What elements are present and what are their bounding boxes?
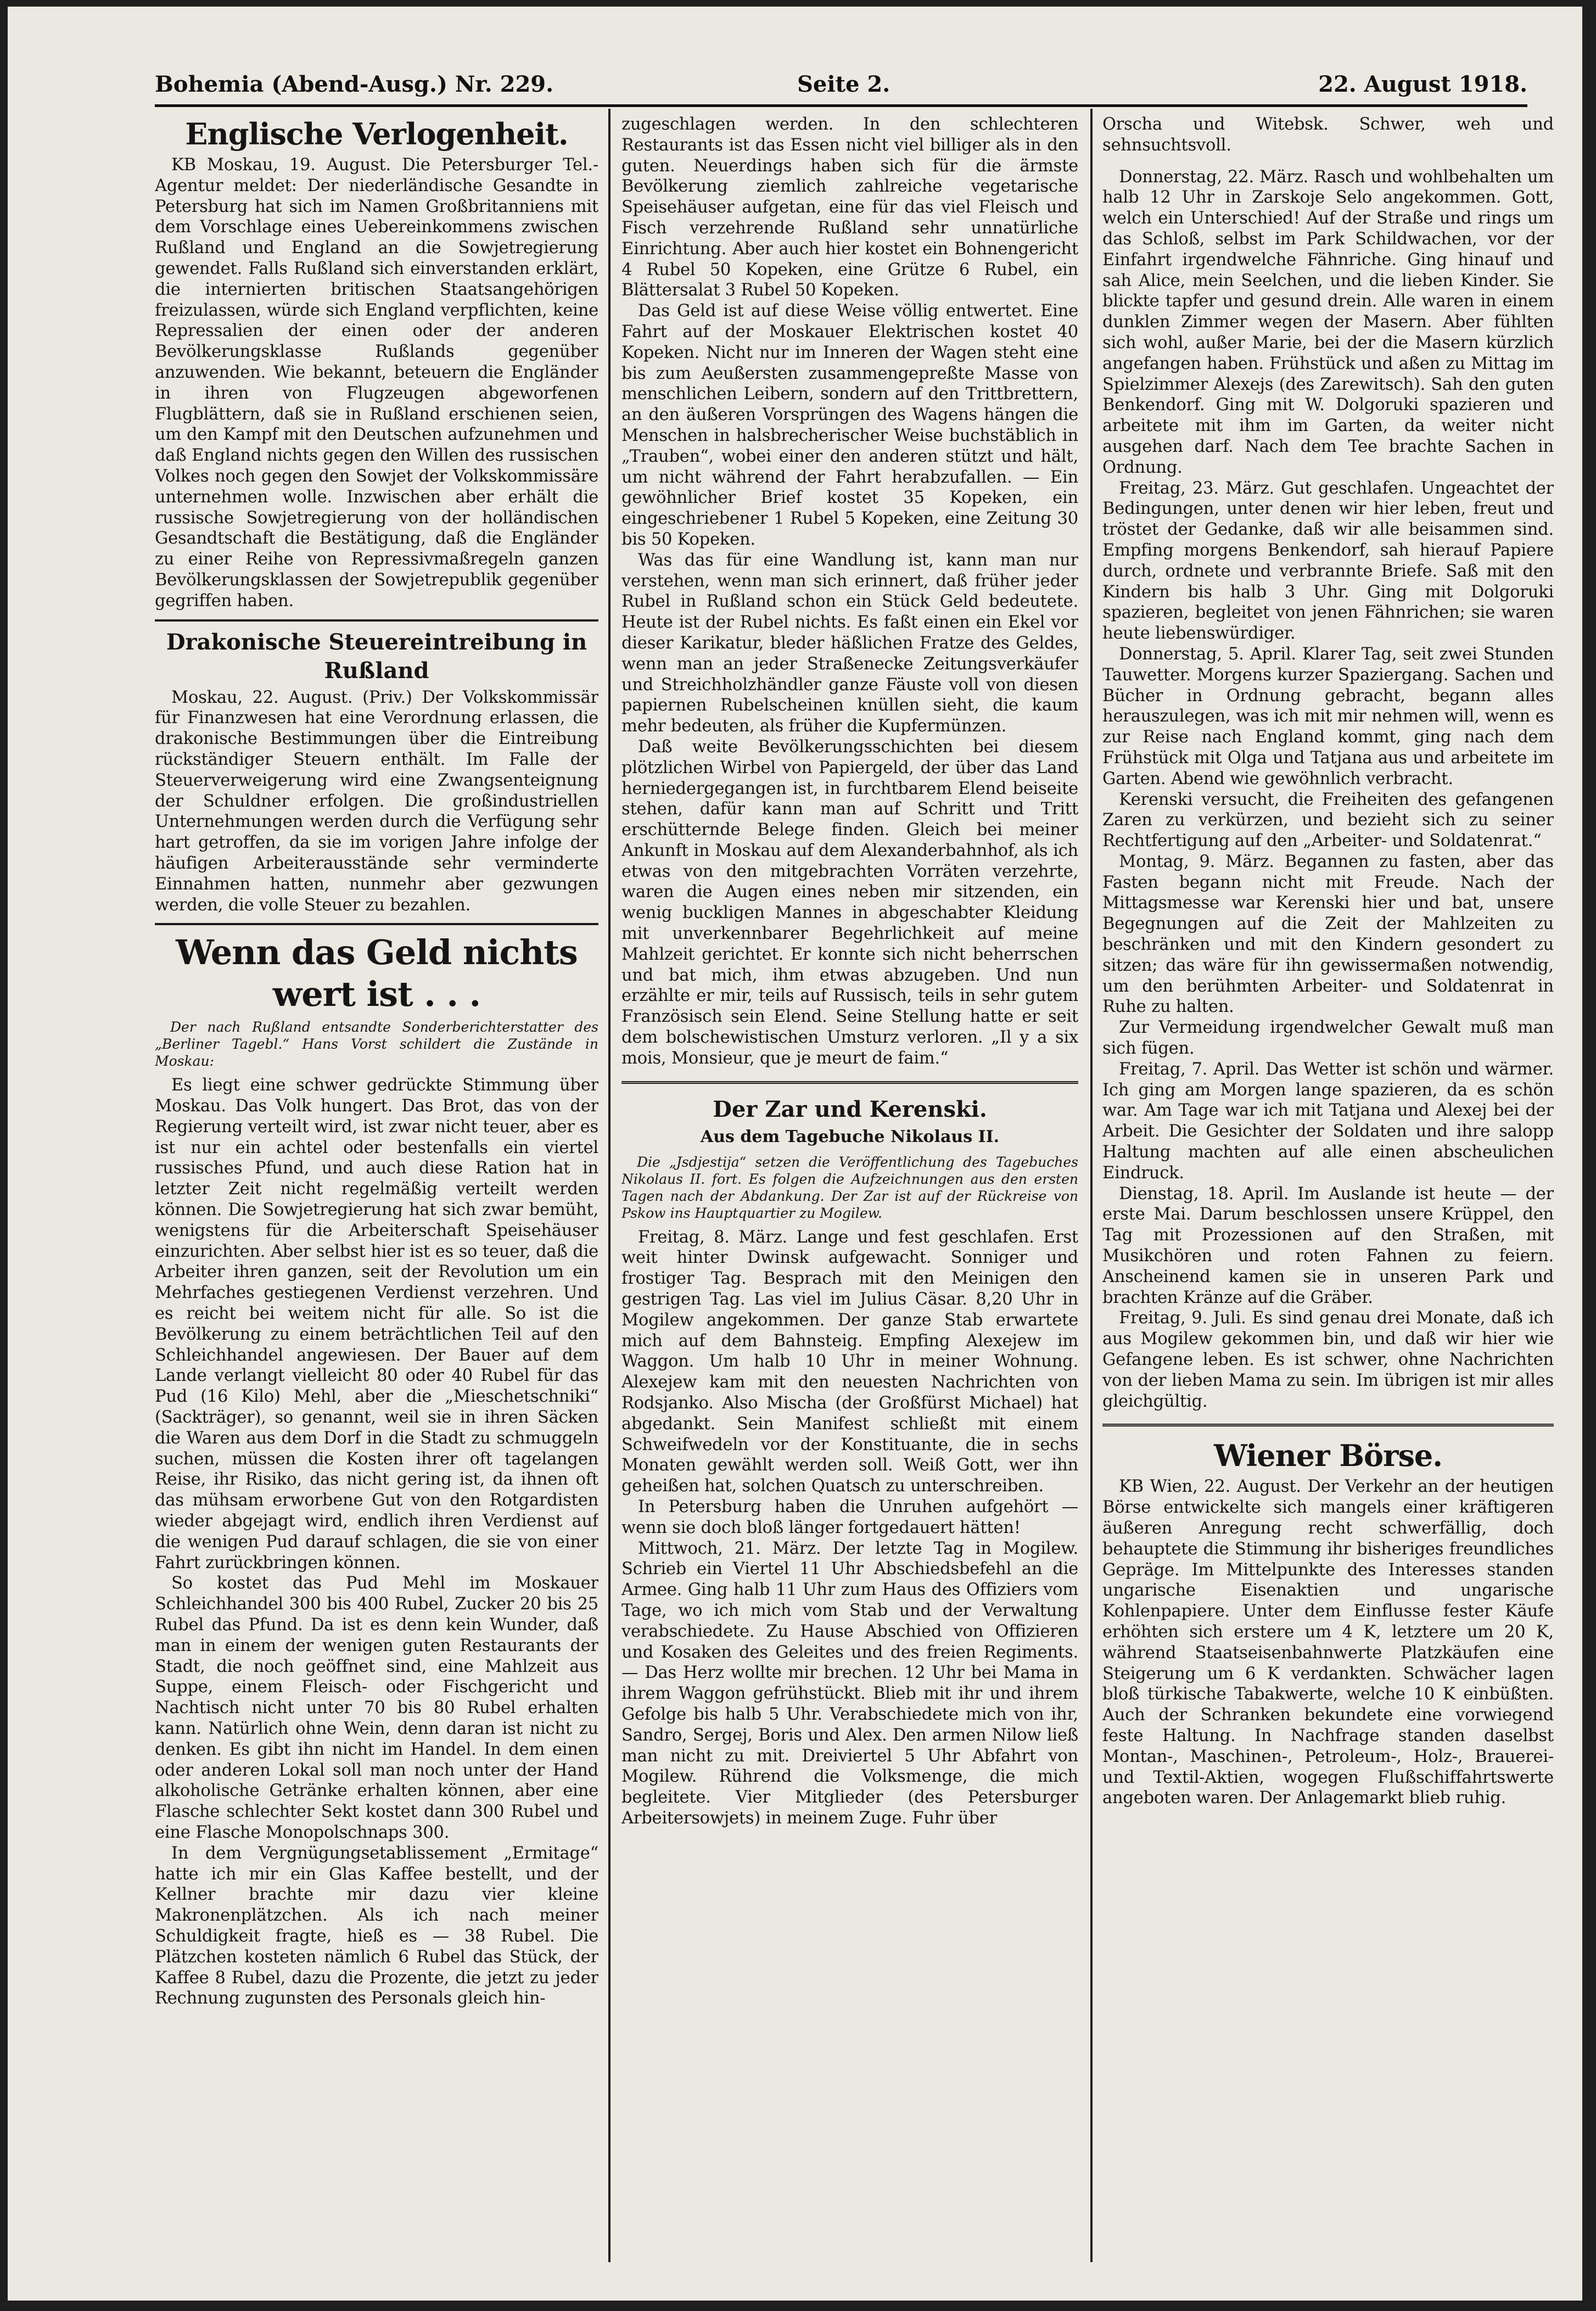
article-title: Wenn das Geld nichts wert ist . . . (176, 932, 578, 1015)
article-paragraph: Dienstag, 18. April. Im Auslande ist heute — der erste Mai. Darum beschlossen unsere Krüppel, den Tag mit Prozessionen auf den Straßen, mit Musikchören und roten Fahnen zu feiern. Anscheinend kamen sie in unseren Park und brachten Kränze auf die Gräber. (1102, 1184, 1554, 1307)
header-paper-name: Bohemia (Abend-Ausg.) Nr. 229. (155, 71, 554, 97)
newspaper-page (8, 7, 1582, 2301)
article-paragraph: zugeschlagen werden. In den schlechteren Restaurants ist das Essen nicht viel billiger als in den guten. Neuerdings haben sich für die ärmste Bevölkerung ziemlich zahlreiche vegetarische Speisehäuser aufgetan, eine für das viel Fleisch und Fisch verzehrende Rußland sehr unnatürliche Einrichtung. Aber auch hier kostet ein Bohnengericht 4 Rubel 50 Kopeken, eine Grütze 6 Rubel, ein Blättersalat 3 Rubel 50 Kopeken. (621, 115, 1078, 300)
article-paragraph: Kerenski versucht, die Freiheiten des gefangenen Zaren zu verkürzen, und bezieht sich zu seiner Rechtfertigung auf den „Arbeiter- und Soldatenrat.“ (1102, 790, 1554, 851)
column-2 (621, 114, 1078, 2273)
article-title: Der Zar und Kerenski. (713, 1096, 987, 1122)
article-intro: Die „Jsdjestija“ setzen die Veröffentlichung des Tagebuches Nikolaus II. fort. Es folgen die Aufzeichnungen aus den ersten Tagen nach der Abdankung. Der Zar ist auf der Rückreise von Pskow ins Hauptquartier zu Mogilew. (621, 1154, 1078, 1221)
header-date: 22. August 1918. (1318, 71, 1527, 97)
column-divider (1090, 109, 1093, 2262)
column-3 (1102, 114, 1554, 2273)
article-paragraph: Zur Vermeidung irgendwelcher Gewalt muß man sich fügen. (1102, 1018, 1554, 1059)
article-title: Drakonische Steuereintreibung in Rußland (166, 629, 587, 684)
article-paragraph: Es liegt eine schwer gedrückte Stimmung über Moskau. Das Volk hungert. Das Brot, das von der Regierung verteilt wird, ist zwar nicht teuer, aber es ist nur ein achtel oder bestenfalls ein viertel russisches Pfund, und auch diese Ration hat in letzter Zeit nicht regelmäßig verteilt werden können. Die Sowjetregierung hat sich zwar bemüht, wenigstens für die Arbeiterschaft Speisehäuser einzurichten. Aber selbst hier ist es so teuer, daß die Arbeiter ihren ganzen, seit der Revolution um ein Mehrfaches gestiegenen Verdienst verzehren. Und es reicht bei weitem nicht für alle. So ist die Bevölkerung zu einem beträchtlichen Teil auf den Schleichhandel angewiesen. Der Bauer auf dem Lande verlangt vielleicht 80 oder 40 Rubel für das Pud (16 Kilo) Mehl, aber die „Mieschetschniki“ (Sackträger), so genannt, weil sie in ihren Säcken die Waren aus dem Dorf in die Stadt zu schmuggeln suchen, müssen die Kosten ihrer oft tagelangen Reise, ihr Risiko, das nicht gering ist, da ihnen oft das mühsam erworbene Gut von den Rotgardisten wieder abgejagt wird, endlich ihren Verdienst auf die wenigen Pud darauf schlagen, die sie von einer Fahrt zurückbringen können. (155, 1076, 598, 1573)
article-paragraph: Donnerstag, 5. April. Klarer Tag, seit zwei Stunden Tauwetter. Morgens kurzer Spaziergang. Sachen und Bücher in Ordnung gebracht, begann alles herauszulegen, was ich mit mir nehmen will, wenn es zur Reise nach England kommt, ging nach dem Frühstück mit Olga und Tatjana aus und arbeitete im Garten. Abend wie gewöhnlich verbracht. (1102, 644, 1554, 788)
article-paragraph: Montag, 9. März. Begannen zu fasten, aber das Fasten begann nicht mit Freude. Nach der Mittagsmesse war Kerenski hier und bat, unsere Begegnungen auf die Zeit der Mahlzeiten zu beschränken und mit den Kindern gesondert zu sitzen; das wäre für ihn gewissermaßen notwendig, um den berühmten Arbeiter- und Soldatenrat in Ruhe zu halten. (1102, 852, 1554, 1017)
article-paragraph: KB Wien, 22. August. Der Verkehr an der heutigen Börse entwickelte sich mangels einer kräftigeren äußeren Anregung recht schwerfällig, doch behauptete die Stimmung ihr bisheriges freundliches Gepräge. Im Mittelpunkte des Interesses standen ungarische Eisenaktien und ungarische Kohlenpapiere. Unter dem Einflusse fester Käufe erhöhten sich erstere um 4 K, letztere um 20 K, während Staatseisenbahnwerte Platzkäufen eine Steigerung um 6 K verdankten. Schwächer lagen bloß türkische Tabakwerte, welche 10 K einbüßten. Auch der Schranken bekundete eine vorwiegend feste Haltung. In Nachfrage standen daselbst Montan-, Maschinen-, Petroleum-, Holz-, Brauerei- und Textil-Aktien, wogegen Flußschiffahrtswerte angeboten waren. Der Anlagemarkt blieb ruhig. (1102, 1477, 1554, 1808)
article-paragraph: Mittwoch, 21. März. Der letzte Tag in Mogilew. Schrieb ein Viertel 11 Uhr Abschiedsbefehl an die Armee. Ging halb 11 Uhr zum Haus des Offiziers vom Tage, wo ich mich vom Stab und der Verwaltung verabschiedete. Zu Hause Abschied von Offizieren und Kosaken des Geleites und des freien Regiments. — Das Herz wollte mir brechen. 12 Uhr bei Mama in ihrem Waggon gefrühstückt. Blieb mit ihr und ihrem Gefolge bis halb 5 Uhr. Verabschiedete mich von ihr, Sandro, Sergej, Boris und Alex. Den armen Nilow ließ man nicht zu mit. Dreiviertel 5 Uhr Abfahrt von Mogilew. Rührend die Volksmenge, die mich begleitete. Vier Mitglieder (des Petersburger Arbeitersowjets) in meinem Zuge. Fuhr über (621, 1538, 1078, 1828)
article-separator (1102, 1424, 1554, 1428)
article-separator (621, 1081, 1078, 1085)
article-separator (155, 619, 598, 622)
article-paragraph: Freitag, 8. März. Lange und fest geschlafen. Erst weit hinter Dwinsk aufgewacht. Sonniger und frostiger Tag. Besprach mit den Meinigen den gestrigen Tag. Las viel im Julius Cäsar. 8,20 Uhr in Mogilew angekommen. Der ganze Stab erwartete mich auf dem Bahnsteig. Empfing Alexejew im Waggon. Um halb 10 Uhr in meiner Wohnung. Alexejew kam mit den neuesten Nachrichten von Rodsjanko. Also Mischa (der Großfürst Michael) hat abgedankt. Sein Manifest schließt mit einem Schweifwedeln vor der Konstituante, die in sechs Monaten gewählt werden soll. Weiß Gott, wer ihn geheißen hat, solchen Quatsch zu unterschreiben. (621, 1227, 1078, 1496)
article-paragraph: KB Moskau, 19. August. Die Petersburger Tel.-Agentur meldet: Der niederländische Gesandte in Petersburg hat sich im Namen Großbritanniens mit dem Vorschlage eines Uebereinkommens zwischen Rußland und England an die Sowjetregierung gewendet. Falls Rußland sich einverstanden erklärt, die internierten britischen Staatsangehörigen freizulassen, würde sich England verpflichten, keine Repressalien der einen oder der anderen Bevölkerungsklasse Rußlands gegenüber anzuwenden. Wie bekannt, beteuern die Engländer in ihren von Flugzeugen abgeworfenen Flugblättern, daß sie in Rußland erschienen seien, um den Kampf mit den Deutschen aufzunehmen und daß England nichts gegen den Willen des russischen Volkes noch gegen den Sowjet der Volkskommissäre unternehmen wolle. Inzwischen aber erhält die russische Sowjetregierung von der holländischen Gesandtschaft die Bestätigung, daß die Engländer zu einer Reihe von Repressivmaßregeln ganzen Bevölkerungsklassen der Sowjetrepublik gegenüber gegriffen haben. (155, 155, 598, 611)
article-separator (155, 923, 598, 925)
article-paragraph: Daß weite Bevölkerungsschichten bei diesem plötzlichen Wirbel von Papiergeld, der über das Land herniedergegangen ist, in furchtbarem Elend beiseite stehen, dafür kann man auf Schritt und Tritt erschütternde Belege finden. Gleich bei meiner Ankunft in Moskau auf dem Alexanderbahnhof, als ich etwas von den mitgebrachten Vorräten verzehrte, waren die Augen eines neben mir sitzenden, ein wenig buckligen Mannes in abgeschabter Kleidung mit unverkennbarer Begehrlichkeit auf meine Mahlzeit gerichtet. Er konnte sich nicht beherrschen und bat mich, ihm etwas abzugeben. Und nun erzählte er mir, teils auf Russisch, teils in sehr gutem Französisch sein Elend. Seine Stellung hatte er seit dem bolschewistischen Umsturz verloren. „Il y a six mois, Monsieur, que je meurt de faim.“ (621, 737, 1078, 1068)
article-paragraph: In Petersburg haben die Unruhen aufgehört — wenn sie doch bloß länger fortgedauert hätten! (621, 1497, 1078, 1537)
column-divider (608, 109, 611, 2262)
column-1 (155, 114, 598, 2273)
article-intro: Der nach Rußland entsandte Sonderberichterstatter des „Berliner Tagebl.“ Hans Vorst schildert die Zustände in Moskau: (155, 1019, 598, 1070)
article-paragraph: In dem Vergnügungsetablissement „Ermitage“ hatte ich mir ein Glas Kaffee bestellt, und der Kellner brachte mir dazu vier kleine Makronenplätzchen. Als ich nach meiner Schuldigkeit fragte, hieß es — 38 Rubel. Die Plätzchen kosteten nämlich 6 Rubel das Stück, der Kaffee 8 Rubel, dazu die Prozente, die jetzt zu jeder Rechnung zugunsten des Personals gleich hin- (155, 1843, 598, 2008)
article-paragraph: Freitag, 7. April. Das Wetter ist schön und wärmer. Ich ging am Morgen lange spazieren, da es schön war. Am Tage war ich mit Tatjana und Alexej bei der Arbeit. Die Gesichter der Soldaten und ihre salopp Haltung machten auf alle einen abscheulichen Eindruck. (1102, 1059, 1554, 1183)
article-paragraph: Freitag, 23. März. Gut geschlafen. Ungeachtet der Bedingungen, unter denen wir hier leben, freut und tröstet der Gedanke, daß wir alle beisammen sind. Empfing morgens Benkendorf, sah hierauf Papiere durch, ordnete und verbrannte Briefe. Saß mit den Kindern bis halb 3 Uhr. Ging mit Dolgoruki spazieren, begleitet von jenen Fähnrichen; sie waren heute liebenswürdiger. (1102, 478, 1554, 644)
article-paragraph: Moskau, 22. August. (Priv.) Der Volkskommissär für Finanzwesen hat eine Verordnung erlassen, die drakonische Bestimmungen über die Eintreibung rückständiger Steuern enthält. Im Falle der Steuerverweigerung wird eine Zwangsenteignung der Schuldner erfolgen. Die großindustriellen Unternehmungen werden durch die Verfügung sehr hart getroffen, da sie im vorigen Jahre infolge der häufigen Arbeiterausstände sehr verminderte Einnahmen hatten, nunmehr aber gezwungen werden, die volle Steuer zu bezahlen. (155, 687, 598, 915)
header-page-number: Seite 2. (797, 71, 891, 97)
article-title: Englische Verlogenheit. (185, 116, 568, 152)
article-paragraph: Was das für eine Wandlung ist, kann man nur verstehen, wenn man sich erinnert, daß früher jeder Rubel in Rußland schon ein Stück Geld bedeutete. Heute ist der Rubel nichts. Es faßt einen ein Ekel vor dieser Karikatur, bleder häßlichen Fratze des Geldes, wenn man an jeder Straßenecke Zeitungsverkäufer und Streichholzhändler ganze Fäuste voll von diesen papiernen Rubelscheinen knüllen sieht, die kaum mehr bedeuten, als früher die Kupfermünzen. (621, 550, 1078, 736)
article-subtitle: Aus dem Tagebuche Nikolaus II. (700, 1127, 1000, 1146)
article-paragraph: Freitag, 9. Juli. Es sind genau drei Monate, daß ich aus Mogilew gekommen bin, und daß wir hier wie Gefangene leben. Es ist schwer, ohne Nachrichten von der lieben Mama zu sein. Im übrigen ist mir alles gleichgültig. (1102, 1308, 1554, 1411)
article-title: Wiener Börse. (1213, 1438, 1443, 1474)
article-paragraph: Donnerstag, 22. März. Rasch und wohlbehalten um halb 12 Uhr in Zarskoje Selo angekommen. Gott, welch ein Unterschied! Auf der Straße und rings um das Schloß, selbst im Park Schildwachen, vor der Einfahrt irgendwelche Fähnriche. Ging hinauf und sah Alice, mein Seelchen, und die lieben Kinder. Sie blickte tapfer und gesund drein. Alle waren in einem dunklen Zimmer wegen der Masern. Aber fühlten sich wohl, außer Marie, bei der die Masern kürzlich angefangen haben. Frühstück und aßen zu Mittag im Spielzimmer Alexejs (des Zarewitsch). Sah den guten Benkendorf. Ging mit W. Dolgoruki spazieren und arbeitete mit ihm im Garten, da weiter nicht ausgehen darf. Nach dem Tee brachte Sachen in Ordnung. (1102, 167, 1554, 477)
article-paragraph: Das Geld ist auf diese Weise völlig entwertet. Eine Fahrt auf der Moskauer Elektrischen kostet 40 Kopeken. Nicht nur im Inneren der Wagen steht eine bis zum Aeußersten zusammengepreßte Masse von menschlichen Leibern, sondern auf den Trittbrettern, an den äußeren Vorsprüngen des Wagens hängen die Menschen in halsbrecherischer Weise buchstäblich in „Trauben“, wobei einer den anderen stützt und hält, um nicht während der Fahrt herabzufallen. — Ein gewöhnlicher Brief kostet 35 Kopeken, ein eingeschriebener 1 Rubel 5 Kopeken, eine Zeitung 30 bis 50 Kopeken. (621, 301, 1078, 549)
article-paragraph: So kostet das Pud Mehl im Moskauer Schleichhandel 300 bis 400 Rubel, Zucker 20 bis 25 Rubel das Pfund. Da ist es denn kein Wunder, daß man in einem der wenigen guten Restaurants der Stadt, die noch geöffnet sind, eine Mahlzeit aus Suppe, einem Fleisch- oder Fischgericht und Nachtisch nicht unter 70 bis 80 Rubel erhalten kann. Natürlich ohne Wein, denn daran ist nicht zu denken. Es gibt ihn nicht im Handel. In dem einen oder anderen Lokal soll man noch unter der Hand alkoholische Getränke erhalten können, aber eine Flasche schlechter Sekt kostet dann 300 Rubel und eine Flasche Monopolschnaps 300. (155, 1574, 598, 1842)
article-paragraph: Orscha und Witebsk. Schwer, weh und sehnsuchtsvoll. (1102, 115, 1554, 155)
header-rule (155, 104, 1527, 107)
